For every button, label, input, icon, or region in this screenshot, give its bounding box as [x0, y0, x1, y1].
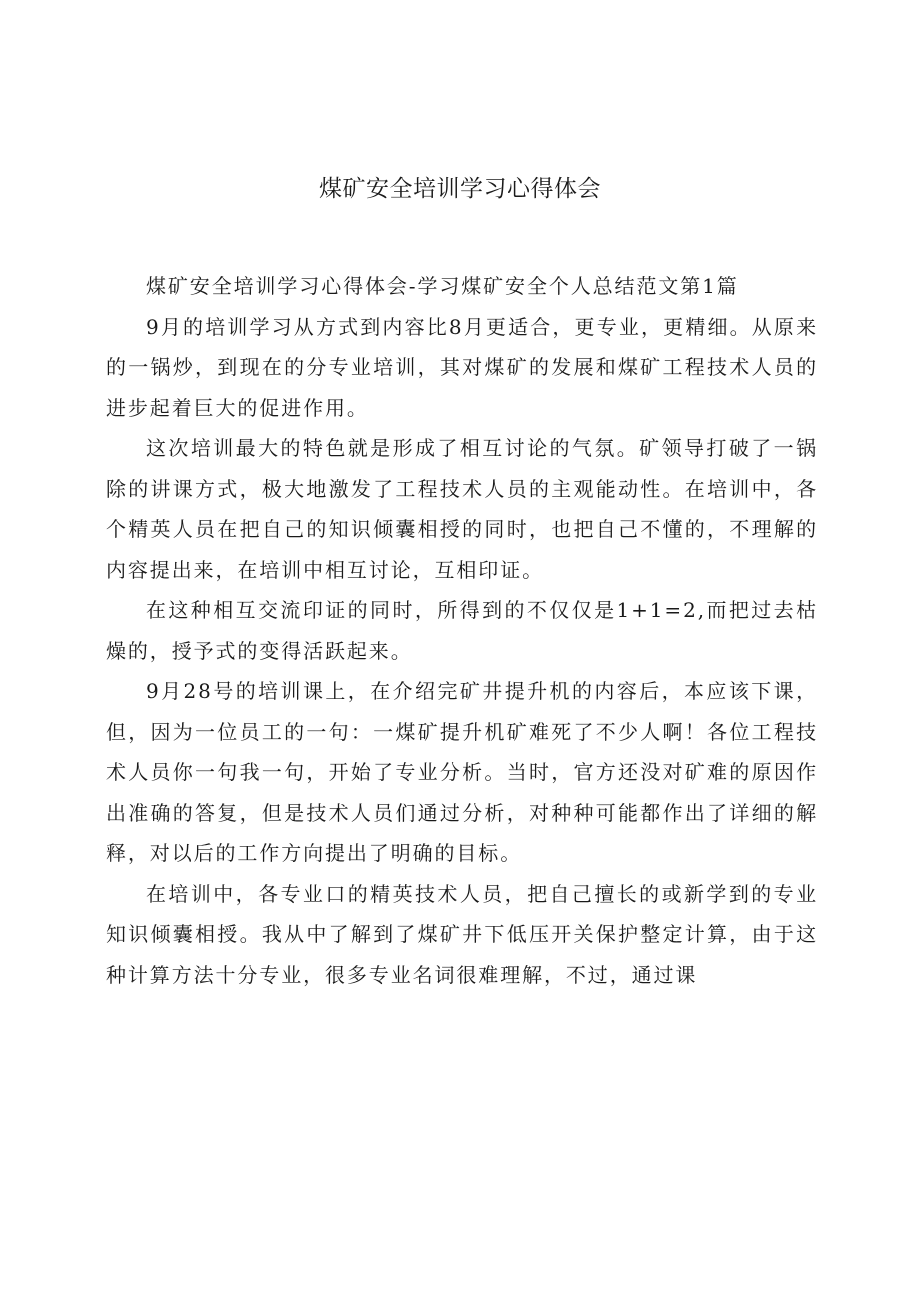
paragraph: 9月28号的培训课上，在介绍完矿井提升机的内容后，本应该下课，但，因为一位员工的一句：一煤矿提升机矿难死了不少人啊！各位工程技术人员你一句我一句，开始了专业分析。当时，官方还没对矿难的原因作出准确的答复，但是技术人员们通过分析，对种种可能都作出了详细的解释，对以后的工作方向提出了明确的目标。 — [106, 679, 818, 865]
paragraph: 在培训中，各专业口的精英技术人员，把自己擅长的或新学到的专业知识倾囊相授。我从中了解到了煤矿井下低压开关保护整定计算，由于这种计算方法十分专业，很多专业名词很难理解，不过，通过课 — [106, 881, 818, 987]
document-title: 煤矿安全培训学习心得体会 — [319, 176, 601, 202]
paragraph: 9月的培训学习从方式到内容比8月更适合，更专业，更精细。从原来的一锅炒，到现在的分专业培训，其对煤矿的发展和煤矿工程技术人员的进步起着巨大的促进作用。 — [106, 314, 818, 420]
document-body — [106, 266, 818, 995]
paragraph-heading: 煤矿安全培训学习心得体会-学习煤矿安全个人总结范文第1篇 — [146, 274, 739, 298]
paragraph: 这次培训最大的特色就是形成了相互讨论的气氛。矿领导打破了一锅除的讲课方式，极大地激发了工程技术人员的主观能动性。在培训中，各个精英人员在把自己的知识倾囊相授的同时，也把自己不懂的，不理解的内容提出来，在培训中相互讨论，互相印证。 — [106, 436, 818, 582]
paragraph: 在这种相互交流印证的同时，所得到的不仅仅是1+1=2,而把过去枯燥的，授予式的变得活跃起来。 — [106, 598, 818, 663]
